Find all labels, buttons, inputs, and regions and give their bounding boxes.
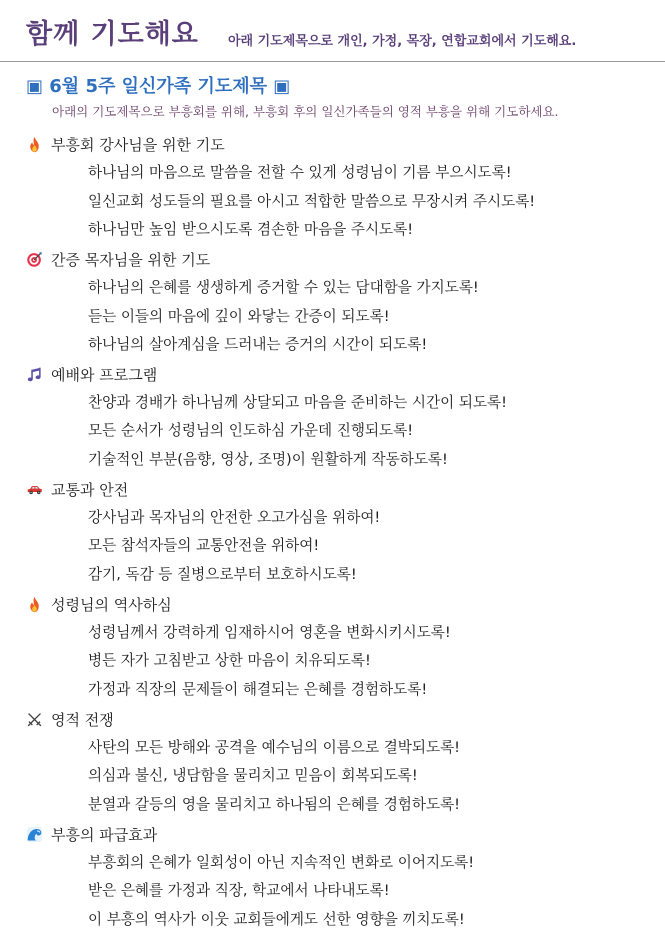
prayer-item: 부흥회의 은혜가 일회성이 아닌 지속적인 변화로 이어지도록!: [88, 853, 475, 871]
prayer-item: 의심과 불신, 냉담함을 물리치고 믿음이 회복되도록!: [88, 767, 418, 785]
wave-icon: [26, 826, 43, 843]
music-note-icon: [26, 366, 43, 383]
prayer-section: [0, 360, 665, 475]
section-title: 부흥회 강사님을 위한 기도: [51, 136, 225, 154]
week-title: ▣ 6월 5주 일신가족 기도제목 ▣: [26, 76, 291, 97]
fire-icon: [26, 136, 43, 153]
prayer-item: 하나님의 살아계심을 드러내는 증거의 시간이 되도록!: [88, 336, 428, 354]
prayer-item: 감기, 독감 등 질병으로부터 보호하시도록!: [88, 566, 357, 584]
section-title: 부흥의 파급효과: [51, 825, 158, 844]
prayer-item: 이 부흥의 역사가 이웃 교회들에게도 선한 영향을 끼치도록!: [88, 910, 465, 928]
prayer-item: 일신교회 성도들의 필요를 아시고 적합한 말씀으로 무장시켜 주시도록!: [88, 192, 536, 210]
prayer-item: 받은 은혜를 가정과 직장, 학교에서 나타내도록!: [88, 882, 390, 900]
section-heading: [0, 705, 665, 734]
prayer-item: 분열과 갈등의 영을 물리치고 하나됨의 은혜를 경험하도록!: [88, 795, 461, 813]
prayer-section: [0, 820, 665, 935]
prayer-item: 성령님께서 강력하게 임재하시어 영혼을 변화시키시도록!: [88, 623, 451, 641]
prayer-item: 사탄의 모든 방해와 공격을 예수님의 이름으로 결박되도록!: [88, 738, 461, 756]
section-heading: [0, 360, 665, 389]
prayer-item: 기술적인 부분(음향, 영상, 조명)이 원활하게 작동하도록!: [88, 451, 448, 469]
section-title: 예배와 프로그램: [51, 365, 158, 384]
prayer-item: 강사님과 목자님의 안전한 오고가심을 위하여!: [88, 508, 381, 526]
prayer-item: 하나님의 은혜를 생생하게 증거할 수 있는 담대함을 가지도록!: [88, 278, 479, 296]
section-title: 성령님의 역사하심: [51, 595, 172, 614]
prayer-section: [0, 130, 665, 245]
intro-text: 아래의 기도제목으로 부흥회를 위해, 부흥회 후의 일신가족들의 영적 부흥을 위해 기도하세요.: [52, 104, 559, 119]
prayer-item: 모든 순서가 성령님의 인도하심 가운데 진행되도록!: [88, 422, 414, 440]
prayer-item: 듣는 이들의 마음에 깊이 와닿는 간증이 되도록!: [88, 307, 390, 325]
section-title: 교통과 안전: [51, 480, 129, 499]
prayer-section: [0, 705, 665, 820]
car-icon: [26, 481, 43, 498]
prayer-item: 하나님의 마음으로 말씀을 전할 수 있게 성령님이 기름 부으시도록!: [88, 164, 512, 181]
prayer-item: 병든 자가 고침받고 상한 마음이 치유되도록!: [88, 652, 371, 670]
section-title: 영적 전쟁: [51, 710, 114, 729]
section-heading: [0, 590, 665, 619]
prayer-section: [0, 475, 665, 590]
section-heading: [0, 245, 665, 274]
section-title: 간증 목자님을 위한 기도: [51, 250, 211, 269]
target-icon: [26, 251, 43, 268]
section-heading: [0, 475, 665, 504]
prayer-item: 찬양과 경배가 하나님께 상달되고 마음을 준비하는 시간이 되도록!: [88, 393, 507, 411]
prayer-sections: [0, 130, 665, 934]
crossed-swords-icon: [26, 711, 43, 728]
page-title: 함께 기도해요: [26, 19, 199, 50]
fire-icon: [26, 596, 43, 613]
page-header: [0, 0, 665, 62]
section-heading: [0, 820, 665, 849]
prayer-item: 하나님만 높임 받으시도록 겸손한 마음을 주시도록!: [88, 221, 414, 239]
prayer-section: [0, 245, 665, 360]
prayer-section: [0, 590, 665, 705]
prayer-item: 가정과 직장의 문제들이 해결되는 은혜를 경험하도록!: [88, 680, 428, 698]
page-subtitle: 아래 기도제목으로 개인, 가정, 목장, 연합교회에서 기도해요.: [228, 34, 577, 49]
prayer-item: 모든 참석자들의 교통안전을 위하여!: [88, 537, 320, 555]
section-heading: [0, 130, 665, 159]
